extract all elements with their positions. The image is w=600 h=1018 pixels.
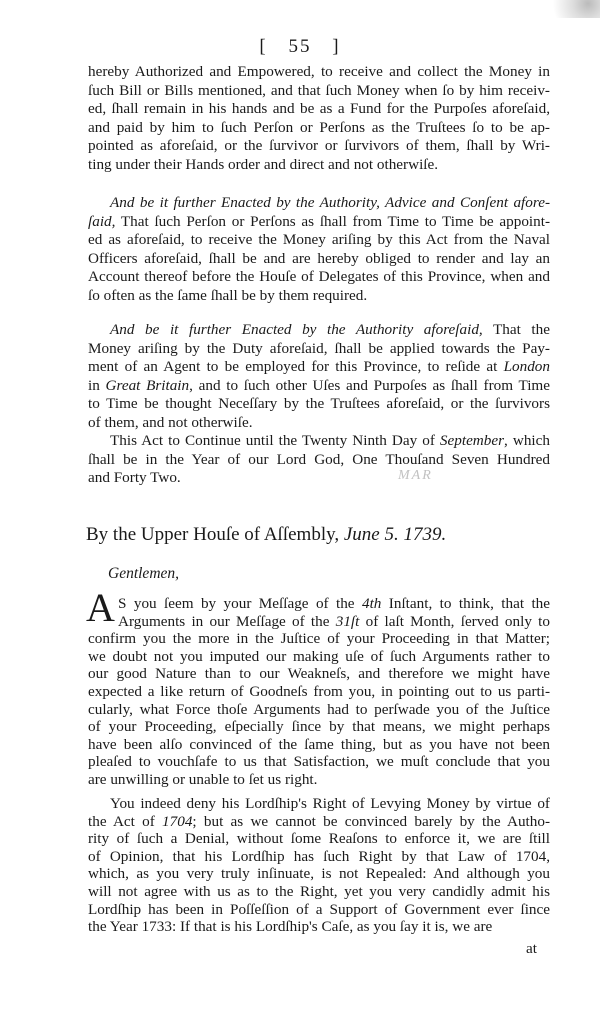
- paragraph-1: [88, 63, 550, 174]
- text-line: cularly, what Force thoſe Arguments had to perſwade you of the Juſtice: [88, 700, 550, 718]
- text-line: of them, and not otherwiſe.: [88, 413, 253, 431]
- text-line: have been alſo convinced of the ſame thing, but as you have not been: [88, 735, 550, 753]
- text-line: we doubt not you imputed our making uſe of ſuch Arguments rather to: [88, 647, 550, 665]
- text-line: pleaſed to vouchſafe to us that Satisfaction, we muſt conclude that you: [88, 753, 550, 771]
- text-line: and Forty Two.: [88, 469, 181, 486]
- library-stamp: MAR: [398, 468, 433, 483]
- text-line: Arguments in our Meſſage of the 31ſt of laſt Month, ſerved only to: [118, 612, 550, 630]
- italic-text: 4th: [361, 595, 382, 612]
- paragraph-3: [88, 321, 550, 432]
- text-line: confirm you the more in the Juſtice of your Proceeding in that Matter;: [88, 630, 550, 648]
- catchword: at: [526, 940, 537, 957]
- text-line: of Opinion, that his Lordſhip has ſuch Right by that Law of 1704,: [88, 847, 550, 865]
- text-line: pointed as aforeſaid, or the ſurvivor or ſurvivors of them, ſhall by Wri-: [88, 137, 550, 154]
- salutation: Gentlemen,: [108, 565, 180, 582]
- text-line: are unwilling or unable to ſet us right.: [88, 770, 318, 788]
- text-line: ſaid, That ſuch Perſon or Perſons as ſhall from Time to Time be appoint-: [88, 212, 550, 230]
- paragraph-6: [88, 795, 550, 936]
- text-line: to Time be thought Neceſſary by the Truſtees aforeſaid, or the ſurvivors: [88, 395, 550, 412]
- paragraph-4: [88, 432, 550, 488]
- text-line: ed, ſhall remain in his hands and be as a Fund for the Purpoſes aforeſaid,: [88, 100, 550, 117]
- text-line: which, as you very truly inſinuate, is not Repealed: And although you: [88, 865, 550, 883]
- italic-text: ſaid,: [88, 212, 116, 230]
- text-line: in Great Britain, and to ſuch other Uſes and Purpoſes as ſhall from Time: [88, 376, 550, 394]
- text-line: hereby Authorized and Empowered, to receive and collect the Money in: [88, 63, 550, 80]
- text-line: Money ariſing by the Duty aforeſaid, ſhall be applied towards the Pay-: [88, 339, 550, 357]
- drop-cap: A: [86, 585, 115, 630]
- text-line: of your Proceeding, eſpecially ſince by that means, we might perhaps: [88, 718, 550, 736]
- italic-text: 1704: [162, 812, 193, 830]
- page-number: [ 55 ]: [259, 36, 341, 57]
- text-line: our good Nature than to our Weakneſs, and therefore we might have: [88, 665, 550, 683]
- italic-text: 31ſt: [335, 612, 360, 630]
- text-line: rity of ſuch a Denial, without ſome Reaſons to enforce it, we are ſtill: [88, 830, 550, 848]
- italic-text: September: [439, 432, 505, 449]
- text-line: and paid by him to ſuch Perſon or Perſons as the Truſtees ſo to be ap-: [88, 118, 550, 136]
- text-line: You indeed deny his Lordſhip's Right of Levying Money by virtue of: [110, 795, 550, 812]
- text-line: expected a like return of Goodneſs from you, in pointing out to us parti-: [88, 682, 550, 700]
- text-line: ſuch Bill or Bills mentioned, and that ſuch Money when ſo by him receiv-: [88, 81, 550, 99]
- italic-text: And be it further Enacted by the Authority aforeſaid,: [110, 321, 483, 338]
- paragraph-5: [88, 595, 550, 789]
- text-line: S you ſeem by your Meſſage of the 4th Inſtant, to think, that the: [118, 595, 551, 612]
- italic-text: And be it further Enacted by the Authority, Advice and Conſent afore-: [110, 194, 550, 211]
- text-line: ſhall be in the Year of our Lord God, One Thouſand Seven Hundred: [88, 450, 550, 468]
- text-line: ment of an Agent to be employed for this Province, to reſide at London: [88, 358, 550, 375]
- section-heading: [86, 524, 446, 546]
- text-line: the Act of 1704; but as we cannot be convinced barely by the Autho-: [88, 812, 551, 830]
- text-line: Lordſhip has been in Poſſeſſion of a Support of Government ever ſince: [88, 900, 550, 918]
- text-line: will not agree with us as to the Right, yet you very candidly admit his: [88, 882, 550, 900]
- text-line: And be it further Enacted by the Authority aforeſaid, That the: [110, 321, 550, 338]
- heading-date: June 5. 1739.: [343, 524, 447, 545]
- text-line: This Act to Continue until the Twenty Ninth Day of September, which: [110, 432, 550, 449]
- text-line: Account thereof before the Houſe of Delegates of this Province, when and: [88, 268, 550, 285]
- heading-text: By the Upper Houſe of Aſſembly,: [86, 524, 344, 545]
- text-line: [88, 194, 550, 213]
- text-line: ed as aforeſaid, to receive the Money ariſing by this Act from the Naval: [88, 231, 550, 248]
- text-line: ting under their Hands order and direct and not otherwiſe.: [88, 155, 439, 173]
- paragraph-2: [88, 194, 550, 305]
- text-line: ſo often as the ſame ſhall be by them required.: [88, 286, 368, 304]
- page-corner-smudge: [540, 0, 600, 18]
- text-line: the Year 1733: If that is his Lordſhip's Caſe, as you ſay it is, we are: [88, 918, 493, 936]
- italic-text: Great Britain: [105, 376, 190, 394]
- text-line: Officers aforeſaid, ſhall be and are hereby obliged to render and lay an: [88, 249, 550, 267]
- italic-text: London: [503, 358, 550, 375]
